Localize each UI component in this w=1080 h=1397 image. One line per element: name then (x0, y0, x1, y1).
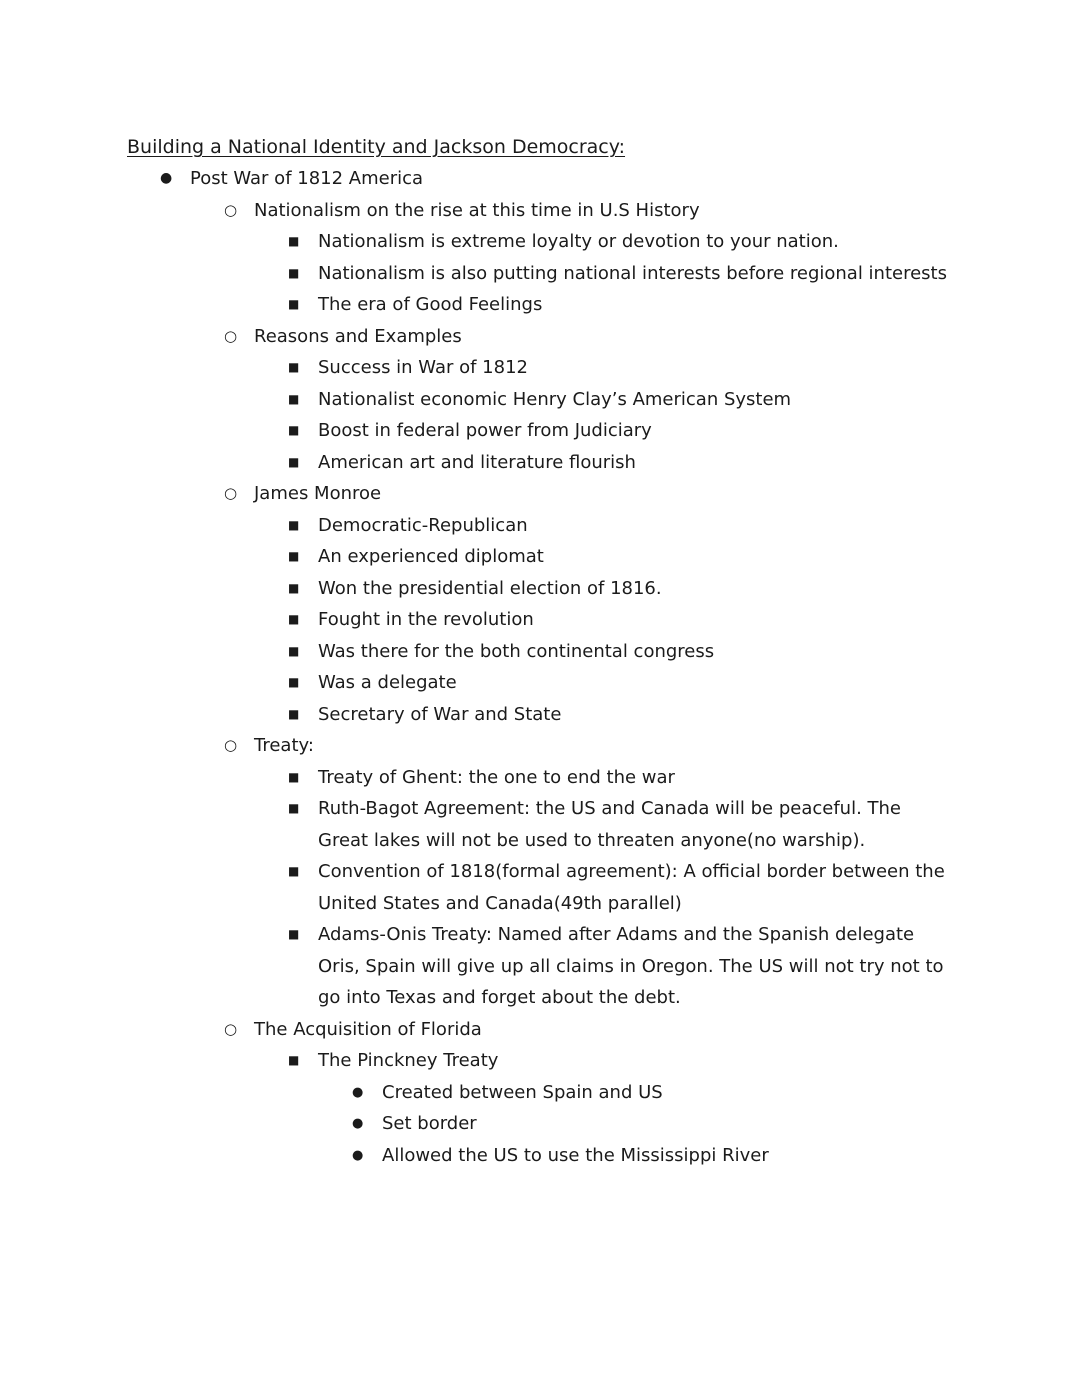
list-item (288, 541, 953, 573)
list-item-text: Nationalist economic Henry Clay’s American System (318, 388, 792, 410)
bullet-square-icon: ■ (288, 769, 300, 784)
list-item (288, 415, 953, 447)
list-item-text: An experienced diplomat (318, 546, 544, 567)
list-item (288, 352, 953, 384)
bullet-circle-icon: ○ (224, 1019, 238, 1038)
list-item (288, 1045, 953, 1077)
bullet-square-icon: ■ (288, 360, 300, 374)
list-item (288, 384, 953, 416)
list-item-text: Was a delegate (318, 672, 457, 693)
list-item-text: Allowed the US to use the Mississippi River (382, 1144, 769, 1166)
page-title: Building a National Identity and Jackson Democracy: (127, 136, 626, 158)
list-item (224, 1014, 953, 1046)
list-item (288, 226, 953, 258)
bullet-square-icon: ■ (288, 927, 300, 941)
list-item (288, 258, 953, 290)
list-item-text: Democratic-Republican (318, 514, 528, 536)
bullet-disc-icon: ● (352, 1147, 364, 1163)
list-item-text: Success in War of 1812 (318, 357, 528, 378)
list-item-text: Secretary of War and State (318, 703, 562, 725)
bullet-square-icon: ■ (288, 864, 300, 878)
list-item-text: American art and literature flourish (318, 451, 636, 473)
bullet-square-icon: ■ (288, 297, 300, 311)
list-item (288, 447, 953, 479)
bullet-circle-icon: ○ (224, 736, 238, 754)
list-item-text: Reasons and Examples (254, 325, 462, 347)
list-item (288, 510, 953, 542)
bullet-square-icon: ■ (288, 706, 300, 721)
list-item-text: The Acquisition of Florida (254, 1018, 482, 1040)
bullet-square-icon: ■ (288, 675, 300, 689)
list-item (288, 856, 953, 919)
list-item-text: Was there for the both continental congress (318, 640, 715, 662)
list-item-text: Set border (382, 1113, 477, 1134)
list-item-text: Ruth-Bagot Agreement: the US and Canada will be peaceful. The Great lakes will not be used to threaten anyone(no warship). (318, 798, 901, 851)
list-item-text: Nationalism is also putting national interests before regional interests (318, 262, 947, 284)
bullet-square-icon: ■ (288, 265, 300, 280)
list-item-text: Won the presidential election of 1816. (318, 577, 662, 599)
list-item (288, 699, 953, 731)
list-item (224, 195, 953, 227)
bullet-square-icon: ■ (288, 454, 300, 469)
bullet-square-icon: ■ (288, 391, 300, 406)
list-item-text: James Monroe (254, 483, 382, 504)
list-item-text: Fought in the revolution (318, 609, 534, 630)
list-item-text: Boost in federal power from Judiciary (318, 420, 652, 441)
list-item (288, 604, 953, 636)
list-item (288, 289, 953, 321)
list-item-text: Post War of 1812 America (190, 168, 424, 189)
list-item-text: Nationalism on the rise at this time in U.S History (254, 199, 700, 221)
list-item (224, 478, 953, 510)
list-item (224, 730, 953, 762)
bullet-disc-icon: ● (352, 1116, 364, 1131)
list-item (288, 667, 953, 699)
list-item (160, 163, 953, 195)
bullet-square-icon: ■ (288, 801, 300, 815)
bullet-square-icon: ■ (288, 643, 300, 658)
list-item-text: Treaty of Ghent: the one to end the war (318, 766, 675, 788)
bullet-square-icon: ■ (288, 580, 300, 595)
list-item-text: Nationalism is extreme loyalty or devotion to your nation. (318, 231, 839, 252)
list-item-text: The Pinckney Treaty (318, 1050, 499, 1071)
list-item (224, 321, 953, 353)
list-item (288, 636, 953, 668)
list-item (352, 1108, 953, 1140)
bullet-disc-icon: ● (160, 170, 173, 186)
list-item-text: Adams-Onis Treaty: Named after Adams and the Spanish delegate Oris, Spain will give up all claims in Oregon. The US will not try not to go into Texas and forget about the debt. (318, 924, 944, 1008)
list-item (352, 1140, 953, 1172)
list-item (288, 793, 953, 856)
list-item-text: Convention of 1818(formal agreement): A official border between the United States and Canada(49th parallel) (318, 861, 945, 914)
bullet-square-icon: ■ (288, 234, 300, 248)
bullet-square-icon: ■ (288, 549, 300, 563)
list-item-text: The era of Good Feelings (318, 294, 543, 315)
list-item (288, 573, 953, 605)
bullet-square-icon: ■ (288, 517, 300, 532)
list-item (352, 1077, 953, 1109)
bullet-square-icon: ■ (288, 612, 300, 626)
list-item-text: Treaty: (254, 735, 314, 756)
list-item (288, 762, 953, 794)
list-item (288, 919, 953, 1014)
bullet-square-icon: ■ (288, 1053, 300, 1067)
list-item-text: Created between Spain and US (382, 1081, 663, 1103)
bullet-circle-icon: ○ (224, 200, 238, 219)
bullet-disc-icon: ● (352, 1084, 364, 1100)
bullet-square-icon: ■ (288, 423, 300, 437)
bullet-circle-icon: ○ (224, 484, 238, 502)
bullet-circle-icon: ○ (224, 326, 238, 345)
